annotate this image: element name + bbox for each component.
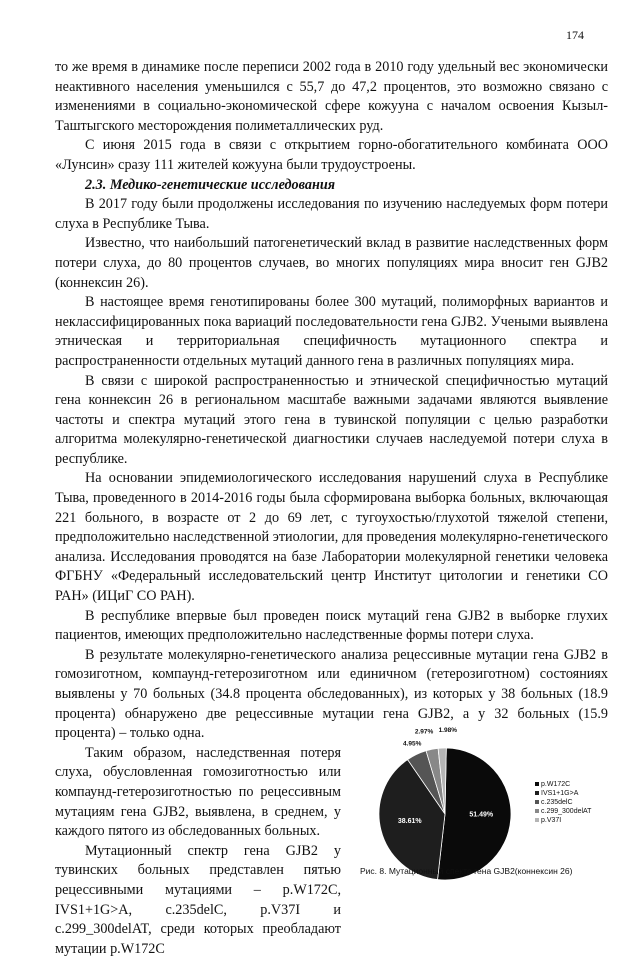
paragraph: Мутационный спектр гена GJB2 у тувинских больных представлен пятью рецессивными мутациями – p.W172C, IVS1+1G>A, c.235delC, p.V37I и c.299_300delAT, среди которых преобладают мутации p.W172C <box>55 842 341 957</box>
paragraph: В связи с широкой распространенностью и этнической специфичностью мутаций гена коннексин 26 в региональном масштабе важными задачами являются выявление частоты и спектра мутаций этого гена в тувинской популяции с целью разработки алгоритма молекулярно-генетической диагностики случаев наследуемой потери слуха в республике. <box>55 372 608 467</box>
data-label: 2.97% <box>414 728 434 736</box>
legend-item <box>535 780 591 789</box>
figure-wrap-block <box>55 726 608 957</box>
page-number: 174 <box>566 28 584 42</box>
legend-item <box>535 789 591 798</box>
data-label: 51.49% <box>469 811 494 819</box>
legend-label: c.235delC <box>541 798 573 806</box>
paragraph: На основании эпидемиологического исследования нарушений слуха в Республике Тыва, проведенного в 2014-2016 годы была сформирована выборка больных, включающая 221 больного, в возрасте от 2 до 69 лет, с тугоухостью/глухотой тяжелой степени, предположительно наследственной этиологии, для проведения молекулярно-генетического анализа. Исследования проводятся на базе Лаборатории молекулярной генетики человека ФГБНУ «Федеральный исследовательский центр Институт цитологии и генетики СО РАН» (ИЦиГ СО РАН). <box>55 470 608 605</box>
legend-label: IVS1+1G>A <box>541 789 579 797</box>
legend-label: p.W172C <box>541 780 571 788</box>
legend-swatch <box>535 791 539 795</box>
paragraph: то же время в динамике после переписи 2002 года в 2010 году удельный вес экономически неактивного населения уменьшился с 55,7 до 47,2 процентов, это возможно связано с изменениями в социально-экономической сфере кожууна с началом освоения Кызыл-Таштыгского месторождения полиметаллических руд. <box>55 59 608 134</box>
data-label: 1.98% <box>438 726 458 734</box>
paragraph: В настоящее время генотипированы более 300 мутаций, полиморфных вариантов и неклассифицированных пока вариаций последовательности гена GJB2. Учеными выявлена этническая и территориальная специфичность мутационного спектра и распространенности отдельных мутаций данного гена в различных популяциях мира. <box>55 294 608 369</box>
data-label: 38.61% <box>397 817 422 825</box>
paragraph: В 2017 году были продолжены исследования по изучению наследуемых форм потери слуха в Республике Тыва. <box>55 196 608 232</box>
legend-item <box>535 816 591 825</box>
legend-item <box>535 798 591 807</box>
paragraph: В республике впервые был проведен поиск мутаций гена GJB2 в выборке глухих пациентов, имеющих предположительно наследственные формы потери слуха. <box>55 607 608 644</box>
figure-caption: Рис. 8. Мутационный спектр гена GJB2(коннексин 26) <box>360 866 573 876</box>
legend-label: p.V37I <box>541 816 562 824</box>
legend-swatch <box>535 809 539 813</box>
document-body <box>55 58 608 957</box>
legend-swatch <box>535 818 539 822</box>
chart-legend <box>535 780 591 825</box>
paragraph: В результате молекулярно-генетического анализа рецессивные мутации гена GJB2 в гомозиготном, компаунд-гетерозиготном или единичном (гетерозиготном) состояниях выявлены у 70 больных (34.8 процента обследованных), из которых у 38 больных (18.9 процента) обнаружено две рецессивные мутации гена GJB2, а у 32 больных (15.9 процента) – только одна. <box>55 646 608 742</box>
paragraph: Таким образом, наследственная потеря слуха, обусловленная гомозиготностью или компаунд-гетерозиготностью по рецессивным мутациям гена GJB2, выявлена, в среднем, у каждого пятого из обследованных больных. <box>55 744 341 840</box>
data-label: 4.95% <box>402 740 422 748</box>
legend-label: c.299_300delAT <box>541 807 592 815</box>
paragraph: Известно, что наибольший патогенетический вклад в развитие наследственных форм потери слуха, до 80 процентов случаев, во многих популяциях мира вносит ген GJB2 (коннексин 26). <box>55 235 608 291</box>
section-heading: 2.3. Медико-генетические исследования <box>85 176 336 193</box>
legend-swatch <box>535 782 539 786</box>
paragraph: С июня 2015 года в связи с открытием горно-обогатительного комбината ООО «Лунсин» сразу 111 жителей кожууна были трудоустроены. <box>55 137 608 173</box>
legend-item <box>535 807 591 816</box>
legend-swatch <box>535 800 539 804</box>
